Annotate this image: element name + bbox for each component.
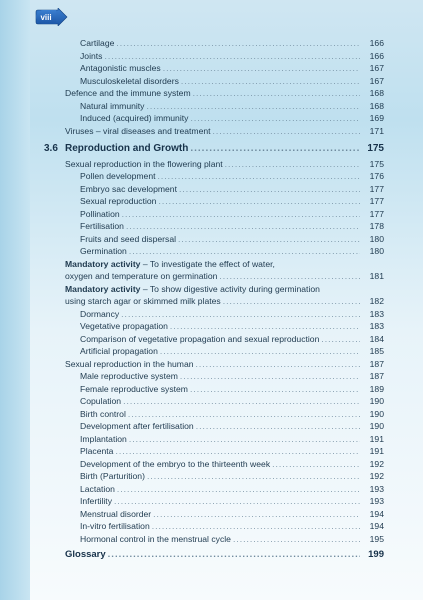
leader-dots xyxy=(104,50,360,63)
toc-entry-page: 193 xyxy=(369,483,384,494)
toc-items-b xyxy=(44,308,384,546)
toc-entry-label: Antagonistic muscles xyxy=(80,63,161,73)
toc-entry-page: 180 xyxy=(369,233,384,244)
leader-dots xyxy=(123,395,360,408)
leader-dots xyxy=(163,62,360,75)
toc-entry-page: 190 xyxy=(369,396,384,406)
toc-entry-label: Hormonal control in the menstrual cycle xyxy=(80,533,231,544)
toc-entry[interactable] xyxy=(44,495,384,508)
glossary-page: 199 xyxy=(368,549,384,560)
mandatory-activity-line2: oxygen and temperature on germination xyxy=(65,271,218,281)
left-margin-band xyxy=(0,0,30,600)
toc-entry-page: 194 xyxy=(369,521,384,531)
toc-entry-page: 192 xyxy=(369,458,384,469)
toc-entry-label: Implantation xyxy=(80,433,127,444)
toc-entry[interactable] xyxy=(44,112,384,125)
leader-dots xyxy=(196,358,360,371)
toc-entry-label: Pollen development xyxy=(80,171,156,181)
toc-entry-label: Fertilisation xyxy=(80,221,124,231)
leader-dots xyxy=(223,295,360,308)
toc-entry-page: 184 xyxy=(369,333,384,344)
toc-entry[interactable] xyxy=(44,383,384,396)
mandatory-activity-line1: – To show digestive activity during germination xyxy=(140,283,320,294)
leader-dots xyxy=(129,433,360,446)
toc-entry-label: Lactation xyxy=(80,483,115,494)
toc-entry-label: Defence and the immune system xyxy=(65,88,191,98)
toc-entry-page: 168 xyxy=(369,88,384,98)
toc-entry[interactable] xyxy=(44,208,384,221)
toc-entry[interactable] xyxy=(44,37,384,50)
leader-dots xyxy=(196,420,360,433)
leader-dots xyxy=(114,495,360,508)
toc-pre-items xyxy=(44,37,384,137)
toc-entry-label: Male reproductive system xyxy=(80,371,178,381)
mandatory-activity-page: 182 xyxy=(369,296,384,306)
leader-dots xyxy=(146,100,360,113)
toc-entry-label: Placenta xyxy=(80,446,114,456)
toc-entry-page: 167 xyxy=(369,75,384,86)
toc-entry-page: 166 xyxy=(369,38,384,48)
toc-entry-label: Birth control xyxy=(80,408,126,419)
leader-dots xyxy=(129,245,360,258)
toc-entry-label: Induced (acquired) immunity xyxy=(80,113,189,123)
toc-entry-label: Fruits and seed dispersal xyxy=(80,233,177,244)
toc-entry-label: Cartilage xyxy=(80,38,115,48)
leader-dots xyxy=(190,143,360,156)
mandatory-activity-title: Mandatory activity xyxy=(65,283,141,294)
toc-entry[interactable] xyxy=(44,220,384,233)
leader-dots xyxy=(213,125,360,138)
toc-entry-label: Musculoskeletal disorders xyxy=(80,75,179,86)
toc-entry-page: 171 xyxy=(369,125,384,136)
leader-dots xyxy=(225,158,360,171)
toc-entry-label: Sexual reproduction xyxy=(80,196,157,206)
leader-dots xyxy=(108,549,360,562)
leader-dots xyxy=(117,483,360,496)
toc-entry[interactable] xyxy=(44,520,384,533)
toc-entry-page: 193 xyxy=(369,496,384,506)
toc-entry-page: 175 xyxy=(369,158,384,169)
section-page: 175 xyxy=(367,143,384,154)
toc-entry[interactable] xyxy=(44,245,384,258)
toc-entry[interactable] xyxy=(44,125,384,138)
leader-dots xyxy=(147,470,360,483)
leader-dots xyxy=(233,533,360,546)
toc-entry-page: 177 xyxy=(369,208,384,219)
toc-entry-page: 183 xyxy=(369,321,384,331)
leader-dots xyxy=(158,170,361,183)
leader-dots xyxy=(121,308,360,321)
leader-dots xyxy=(116,37,360,50)
leader-dots xyxy=(115,445,360,458)
toc-entry[interactable] xyxy=(44,358,384,371)
toc-entry-label: Dormancy xyxy=(80,308,120,319)
mandatory-activity-2[interactable] xyxy=(44,283,384,308)
toc-entry-label: Female reproductive system xyxy=(80,383,188,394)
leader-dots xyxy=(178,233,360,246)
leader-dots xyxy=(180,370,360,383)
leader-dots xyxy=(170,320,360,333)
section-number: 3.6 xyxy=(44,143,58,154)
toc-entry[interactable] xyxy=(44,87,384,100)
leader-dots xyxy=(181,75,360,88)
toc-entry-page: 168 xyxy=(369,100,384,111)
toc-entry-label: Development of the embryo to the thirteenth week xyxy=(80,458,271,469)
toc-entry-page: 190 xyxy=(369,408,384,419)
glossary-label: Glossary xyxy=(65,549,106,560)
toc-entry-label: Sexual reproduction in the human xyxy=(65,358,194,369)
toc-entry-label: Natural immunity xyxy=(80,100,145,111)
toc-entry-page: 195 xyxy=(369,533,384,544)
toc-entry-page: 176 xyxy=(369,171,384,181)
toc-entry[interactable] xyxy=(44,320,384,333)
toc-entry-page: 183 xyxy=(369,308,384,319)
toc-entry[interactable] xyxy=(44,395,384,408)
toc-entry[interactable] xyxy=(44,483,384,496)
toc-entry[interactable] xyxy=(44,408,384,421)
toc-entry-label: In-vitro fertilisation xyxy=(80,521,150,531)
leader-dots xyxy=(190,383,360,396)
toc-entry[interactable] xyxy=(44,50,384,63)
toc-entry[interactable] xyxy=(44,75,384,88)
mandatory-activity-1[interactable] xyxy=(44,258,384,283)
section-title: Reproduction and Growth xyxy=(65,143,189,154)
toc-entry-label: Development after fertilisation xyxy=(80,421,194,431)
leader-dots xyxy=(126,220,360,233)
toc-entry[interactable] xyxy=(44,508,384,521)
toc-entry-label: Copulation xyxy=(80,396,122,406)
leader-dots xyxy=(152,520,360,533)
section-heading[interactable] xyxy=(44,143,384,156)
toc-entry-page: 187 xyxy=(369,358,384,369)
toc-entry[interactable] xyxy=(44,420,384,433)
page-number-badge xyxy=(34,8,64,26)
toc-entry[interactable] xyxy=(44,183,384,196)
toc-entry[interactable] xyxy=(44,195,384,208)
toc-entry[interactable] xyxy=(44,170,384,183)
toc-entry[interactable] xyxy=(44,333,384,346)
toc-entry[interactable] xyxy=(44,100,384,113)
toc-entry[interactable] xyxy=(44,433,384,446)
toc-entry[interactable] xyxy=(44,470,384,483)
toc-entry-label: Menstrual disorder xyxy=(80,508,152,519)
toc-entry-page: 177 xyxy=(369,183,384,194)
mandatory-activity-page: 181 xyxy=(369,271,384,281)
page-number: viii xyxy=(36,10,56,24)
toc-entry-label: Embryo sac development xyxy=(80,183,177,194)
toc-entry-label: Pollination xyxy=(80,208,120,219)
toc-entry-page: 190 xyxy=(369,421,384,431)
leader-dots xyxy=(193,87,360,100)
toc-entry-page: 189 xyxy=(369,383,384,394)
toc-entry-label: Sexual reproduction in the flowering plant xyxy=(65,158,223,169)
leader-dots xyxy=(179,183,360,196)
toc-entry-page: 187 xyxy=(369,371,384,381)
toc-entry[interactable] xyxy=(44,445,384,458)
toc-entry[interactable] xyxy=(44,233,384,246)
toc-entry[interactable] xyxy=(44,345,384,358)
leader-dots xyxy=(321,333,360,346)
mandatory-activity-line1: – To investigate the effect of water, xyxy=(140,258,275,269)
toc-items-a xyxy=(44,158,384,258)
toc-entry-page: 180 xyxy=(369,246,384,256)
toc-entry-label: Infertility xyxy=(80,496,112,506)
toc-entry[interactable] xyxy=(44,458,384,471)
toc-entry[interactable] xyxy=(44,308,384,321)
toc-entry-label: Viruses – viral diseases and treatment xyxy=(65,125,211,136)
toc-entry[interactable] xyxy=(44,158,384,171)
toc-entry-page: 185 xyxy=(369,346,384,356)
toc-entry[interactable] xyxy=(44,62,384,75)
toc-entry-label: Vegetative propagation xyxy=(80,321,168,331)
mandatory-activity-title: Mandatory activity xyxy=(65,258,141,269)
toc-entry-label: Joints xyxy=(80,50,103,61)
leader-dots xyxy=(190,112,360,125)
toc-entry-page: 178 xyxy=(369,221,384,231)
leader-dots xyxy=(272,458,360,471)
toc-entry-page: 177 xyxy=(369,196,384,206)
toc-entry[interactable] xyxy=(44,370,384,383)
leader-dots xyxy=(158,195,360,208)
toc-entry-label: Comparison of vegetative propagation and sexual reproduction xyxy=(80,333,320,344)
toc-entry-label: Artificial propagation xyxy=(80,346,158,356)
toc-entry-page: 166 xyxy=(369,50,384,61)
toc-entry[interactable] xyxy=(44,533,384,546)
toc-entry-label: Germination xyxy=(80,246,127,256)
toc-entry-label: Birth (Parturition) xyxy=(80,471,145,481)
mandatory-activity-line2: using starch agar or skimmed milk plates xyxy=(65,296,221,306)
toc-entry-page: 192 xyxy=(369,471,384,481)
leader-dots xyxy=(122,208,360,221)
toc-entry-page: 169 xyxy=(369,113,384,123)
toc-entry-page: 191 xyxy=(369,446,384,456)
toc-entry-page: 194 xyxy=(369,508,384,519)
leader-dots xyxy=(128,408,360,421)
leader-dots xyxy=(160,345,360,358)
toc-entry-page: 167 xyxy=(369,63,384,73)
toc-entry-page: 191 xyxy=(369,433,384,444)
table-of-contents xyxy=(44,37,384,562)
glossary-entry[interactable] xyxy=(44,549,384,562)
leader-dots xyxy=(219,270,360,283)
leader-dots xyxy=(153,508,360,521)
